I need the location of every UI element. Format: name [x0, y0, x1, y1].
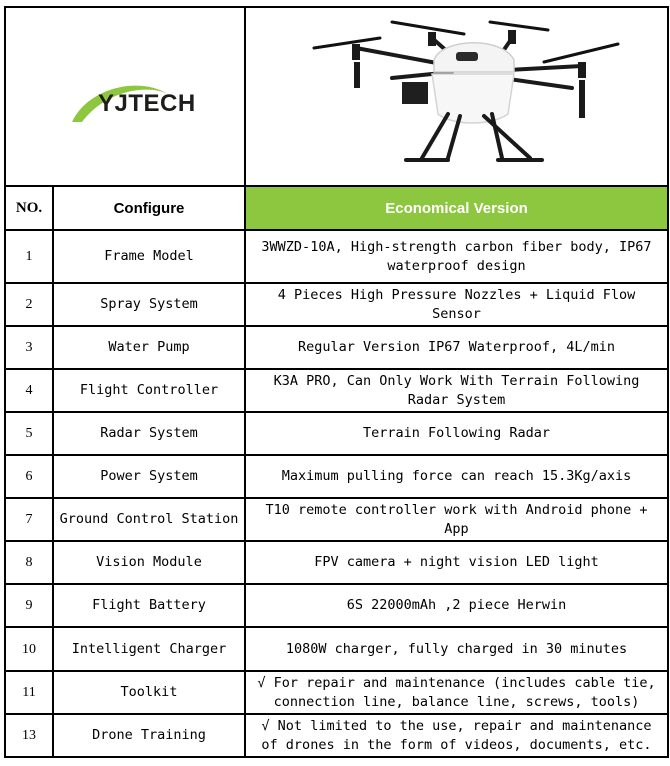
row-number: 5: [5, 412, 53, 455]
row-value: 3WWZD-10A, High-strength carbon fiber body, IP67 waterproof design: [245, 230, 668, 283]
row-value: T10 remote controller work with Android phone + App: [245, 498, 668, 541]
column-header-row: [5, 186, 668, 230]
table-row: [5, 584, 668, 627]
header-no: NO.: [5, 186, 53, 230]
table-row: [5, 498, 668, 541]
row-number: 8: [5, 541, 53, 584]
row-number: 10: [5, 627, 53, 671]
row-value: 1080W charger, fully charged in 30 minutes: [245, 627, 668, 671]
table-row: [5, 627, 668, 671]
yjtech-logo: [68, 78, 208, 128]
agricultural-drone-image: [252, 8, 662, 180]
table-row: [5, 230, 668, 283]
row-number: 13: [5, 714, 53, 757]
row-value: Maximum pulling force can reach 15.3Kg/axis: [245, 455, 668, 498]
row-configure: Toolkit: [53, 671, 245, 714]
row-configure: Radar System: [53, 412, 245, 455]
row-value: K3A PRO, Can Only Work With Terrain Following Radar System: [245, 369, 668, 412]
row-configure: Power System: [53, 455, 245, 498]
row-number: 7: [5, 498, 53, 541]
spec-sheet: [4, 6, 666, 766]
drone-image-cell: [245, 7, 668, 186]
row-configure: Vision Module: [53, 541, 245, 584]
table-row: [5, 412, 668, 455]
row-configure: Frame Model: [53, 230, 245, 283]
row-value: √ For repair and maintenance (includes cable tie, connection line, balance line, screws, tools): [245, 671, 668, 714]
row-number: 6: [5, 455, 53, 498]
row-value: 4 Pieces High Pressure Nozzles + Liquid Flow Sensor: [245, 283, 668, 326]
row-number: 2: [5, 283, 53, 326]
row-configure: Spray System: [53, 283, 245, 326]
logo-text: YJTECH: [98, 90, 196, 117]
row-number: 3: [5, 326, 53, 369]
spec-table: [4, 6, 669, 758]
row-value: Terrain Following Radar: [245, 412, 668, 455]
logo-cell: [5, 7, 245, 186]
header-configure: Configure: [53, 186, 245, 230]
row-configure: Ground Control Station: [53, 498, 245, 541]
table-row: [5, 369, 668, 412]
row-number: 4: [5, 369, 53, 412]
table-row: [5, 283, 668, 326]
header-image-row: [5, 7, 668, 186]
table-row: [5, 455, 668, 498]
row-configure: Intelligent Charger: [53, 627, 245, 671]
row-value: Regular Version IP67 Waterproof, 4L/min: [245, 326, 668, 369]
table-row: [5, 714, 668, 757]
row-configure: Flight Controller: [53, 369, 245, 412]
row-configure: Flight Battery: [53, 584, 245, 627]
table-row: [5, 541, 668, 584]
row-number: 11: [5, 671, 53, 714]
row-value: 6S 22000mAh ,2 piece Herwin: [245, 584, 668, 627]
row-configure: Water Pump: [53, 326, 245, 369]
row-value: FPV camera + night vision LED light: [245, 541, 668, 584]
row-number: 9: [5, 584, 53, 627]
row-number: 1: [5, 230, 53, 283]
row-value: √ Not limited to the use, repair and maintenance of drones in the form of videos, documents, etc.: [245, 714, 668, 757]
row-configure: Drone Training: [53, 714, 245, 757]
table-row: [5, 326, 668, 369]
header-economical-version: Economical Version: [245, 186, 668, 230]
table-row: [5, 671, 668, 714]
